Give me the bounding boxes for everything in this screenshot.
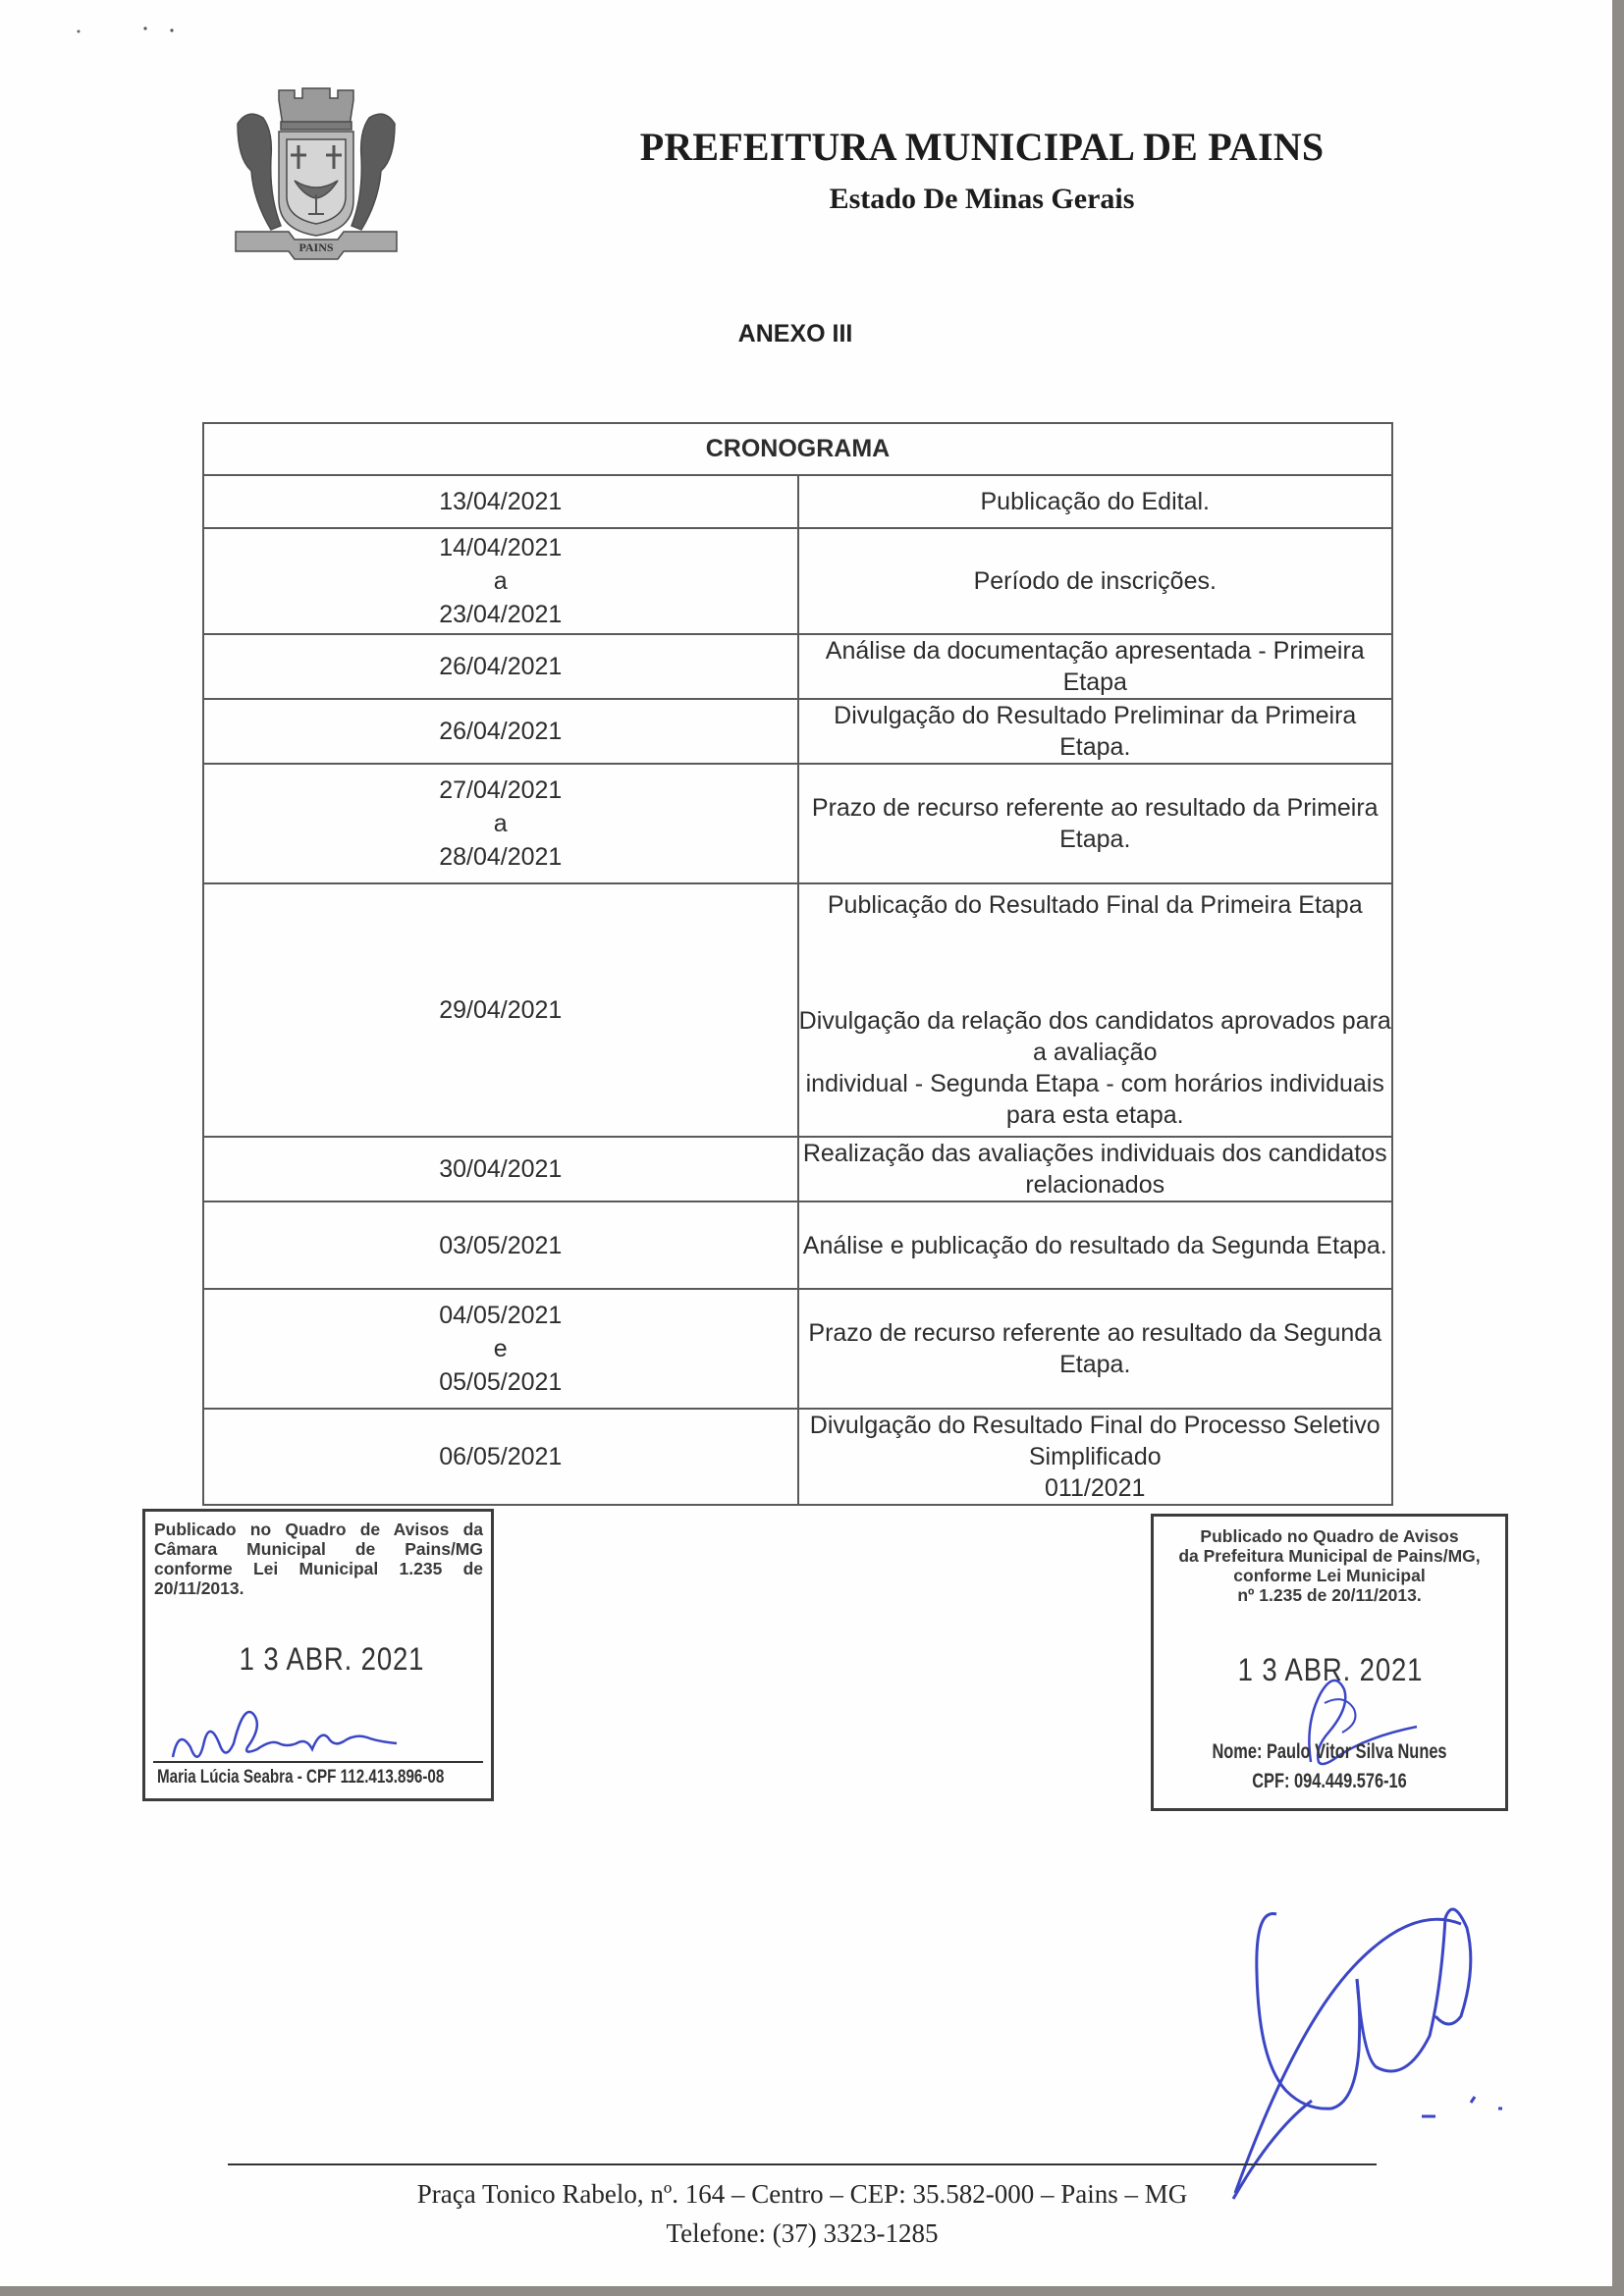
crest-ribbon-text: PAINS: [298, 240, 334, 254]
stamp-text: Publicado no Quadro de Avisos da Câmara Municipal de Pains/MG conforme Lei Municipal 1.235 de 20/11/2013.: [154, 1520, 483, 1598]
footer-divider: [228, 2163, 1377, 2165]
schedule-row: [203, 1201, 1392, 1289]
annex-heading: ANEXO III: [737, 320, 853, 347]
schedule-row: [203, 634, 1392, 699]
row-date: 27/04/2021 a 28/04/2021: [203, 764, 798, 883]
signature-line: [153, 1761, 483, 1763]
stamp-date: 1 3 ABR. 2021: [239, 1641, 425, 1677]
row-event: Publicação do Resultado Final da Primeira Etapa Divulgação da relação dos candidatos aprovados para a avaliação individual - Segunda Etapa - com horários individuais para esta etapa.: [798, 883, 1393, 1137]
schedule-row: [203, 528, 1392, 634]
row-event: Período de inscrições.: [798, 528, 1393, 634]
schedule-row: [203, 883, 1392, 1137]
stamp-signer-cpf: CPF: 094.449.576-16: [1252, 1770, 1407, 1792]
row-date: 13/04/2021: [203, 475, 798, 528]
schedule-title: CRONOGRAMA: [203, 423, 1392, 475]
row-event: Divulgação do Resultado Final do Processo Seletivo Simplificado 011/2021: [798, 1409, 1393, 1505]
stamp-signer: Maria Lúcia Seabra - CPF 112.413.896-08: [157, 1767, 445, 1788]
scan-specks: [69, 24, 187, 35]
row-date: 03/05/2021: [203, 1201, 798, 1289]
row-event: Prazo de recurso referente ao resultado da Primeira Etapa.: [798, 764, 1393, 883]
row-date: 04/05/2021 e 05/05/2021: [203, 1289, 798, 1409]
row-date: 26/04/2021: [203, 634, 798, 699]
institution-title: PREFEITURA MUNICIPAL DE PAINS: [639, 125, 1325, 169]
row-event: Publicação do Edital.: [798, 475, 1393, 528]
schedule-row: [203, 1137, 1392, 1201]
row-event: Análise da documentação apresentada - Primeira Etapa: [798, 634, 1393, 699]
row-date: 26/04/2021: [203, 699, 798, 764]
footer-phone: Telefone: (37) 3323-1285: [666, 2218, 939, 2248]
publication-stamp-prefeitura: [1151, 1514, 1508, 1811]
schedule-row: [203, 699, 1392, 764]
institution-subtitle: Estado De Minas Gerais: [829, 183, 1135, 215]
stamp-signer-name: Nome: Paulo Vitor Silva Nunes: [1212, 1740, 1447, 1763]
row-event: Análise e publicação do resultado da Segunda Etapa.: [798, 1201, 1393, 1289]
row-date: 14/04/2021 a 23/04/2021: [203, 528, 798, 634]
schedule-row: [203, 475, 1392, 528]
publication-stamp-camara: [142, 1509, 494, 1801]
stamp-text: Publicado no Quadro de Avisos da Prefeitura Municipal de Pains/MG, conforme Lei Municipal nº 1.235 de 20/11/2013.: [1178, 1526, 1481, 1605]
schedule-row: [203, 764, 1392, 883]
mayor-signature: [1218, 1895, 1551, 2209]
schedule-row: [203, 1409, 1392, 1505]
footer-address: Praça Tonico Rabelo, nº. 164 – Centro – CEP: 35.582-000 – Pains – MG: [416, 2179, 1188, 2209]
stamp-date: 1 3 ABR. 2021: [1237, 1652, 1424, 1687]
row-event: Prazo de recurso referente ao resultado da Segunda Etapa.: [798, 1289, 1393, 1409]
schedule-row: [203, 1289, 1392, 1409]
row-date: 29/04/2021: [203, 883, 798, 1137]
municipal-crest-logo: [218, 84, 414, 267]
row-event: Realização das avaliações individuais dos candidatos relacionados: [798, 1137, 1393, 1201]
schedule-table: [202, 422, 1393, 1506]
row-date: 30/04/2021: [203, 1137, 798, 1201]
row-date: 06/05/2021: [203, 1409, 798, 1505]
row-event: Divulgação do Resultado Preliminar da Primeira Etapa.: [798, 699, 1393, 764]
